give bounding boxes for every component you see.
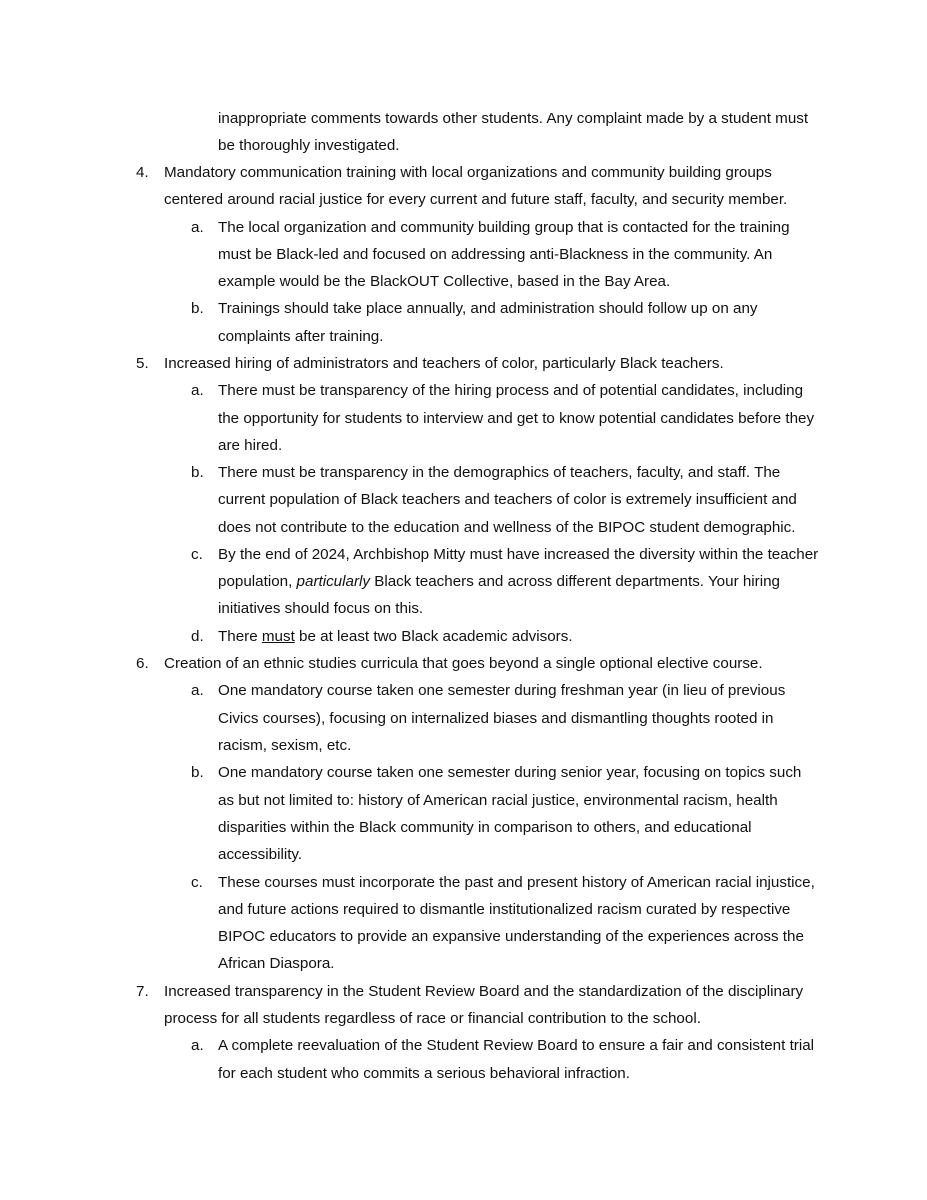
sublist-item-text: Trainings should take place annually, and administration should follow up on any (218, 300, 758, 317)
list-number: 7. (136, 983, 149, 1000)
sublist-letter: b. (191, 300, 204, 317)
text-run: Black teachers and across different departments. Your hiring (369, 573, 781, 590)
sublist-letter: a. (191, 1037, 204, 1054)
sublist-item-text: One mandatory course taken one semester during senior year, focusing on topics such (218, 764, 802, 781)
sublist-letter: c. (191, 874, 203, 891)
sublist-item-text: The local organization and community building group that is contacted for the training (218, 219, 790, 236)
sublist-item-text: African Diaspora. (218, 955, 335, 972)
list-item-text: centered around racial justice for every current and future staff, faculty, and security member. (164, 191, 788, 208)
list-number: 6. (136, 655, 149, 672)
sublist-letter: d. (191, 628, 204, 645)
sublist-item-text: are hired. (218, 437, 283, 454)
underlined-text: must (261, 628, 295, 645)
sublist-item-text: One mandatory course taken one semester during freshman year (in lieu of previous (218, 682, 786, 699)
sublist-item-text: racism, sexism, etc. (218, 737, 352, 754)
sublist-letter: a. (191, 682, 204, 699)
text-run: be at least two Black academic advisors. (294, 628, 573, 645)
sublist-item-text: initiatives should focus on this. (218, 600, 424, 617)
sublist-letter: a. (191, 382, 204, 399)
sublist-item-text: example would be the BlackOUT Collective, based in the Bay Area. (218, 273, 671, 290)
emphasis-text: particularly (296, 573, 370, 590)
sublist-item-text: does not contribute to the education and wellness of the BIPOC student demographic. (218, 519, 796, 536)
list-item-text: Creation of an ethnic studies curricula that goes beyond a single optional elective course. (164, 655, 763, 672)
sublist-item-text: current population of Black teachers and teachers of color is extremely insufficient and (218, 491, 797, 508)
list-item-text: process for all students regardless of race or financial contribution to the school. (164, 1010, 701, 1027)
sublist-letter: b. (191, 764, 204, 781)
sublist-item-text: Civics courses), focusing on internalized biases and dismantling thoughts rooted in (218, 710, 774, 727)
list-item-text: Increased transparency in the Student Review Board and the standardization of the disciplinary (164, 983, 804, 1000)
list-number: 4. (136, 164, 149, 181)
sublist-item-text: complaints after training. (218, 328, 384, 345)
sublist-item-text: as but not limited to: history of American racial justice, environmental racism, health (218, 792, 778, 809)
sublist-item-text: the opportunity for students to interview and get to know potential candidates before they (218, 410, 815, 427)
text-line: be thoroughly investigated. (218, 137, 400, 154)
sublist-letter: a. (191, 219, 204, 236)
sublist-item-text: There must be transparency of the hiring process and of potential candidates, including (218, 382, 804, 399)
text-run: population, (218, 573, 297, 590)
sublist-item-text: accessibility. (218, 846, 303, 863)
sublist-item-text: disparities within the Black community in comparison to others, and educational (218, 819, 752, 836)
text-run: There (218, 628, 262, 645)
sublist-item-text: BIPOC educators to provide an expansive understanding of the experiences across the (218, 928, 804, 945)
sublist-item-text: These courses must incorporate the past and present history of American racial injustice, (218, 874, 815, 891)
list-item-text: Mandatory communication training with local organizations and community building groups (164, 164, 772, 181)
sublist-item-text (218, 628, 573, 655)
sublist-item-text: There must be transparency in the demographics of teachers, faculty, and staff. The (218, 464, 781, 481)
sublist-item-text: must be Black-led and focused on addressing anti-Blackness in the community. An (218, 246, 773, 263)
sublist-item-text (218, 573, 780, 600)
sublist-item-text: and future actions required to dismantle institutionalized racism curated by respective (218, 901, 791, 918)
sublist-item-text: for each student who commits a serious behavioral infraction. (218, 1065, 630, 1082)
list-item-text: Increased hiring of administrators and teachers of color, particularly Black teachers. (164, 355, 724, 372)
sublist-letter: b. (191, 464, 204, 481)
sublist-item-text: By the end of 2024, Archbishop Mitty must have increased the diversity within the teacher (218, 546, 819, 563)
text-line: inappropriate comments towards other students. Any complaint made by a student must (218, 110, 809, 127)
sublist-letter: c. (191, 546, 203, 563)
sublist-item-text: A complete reevaluation of the Student Review Board to ensure a fair and consistent trial (218, 1037, 815, 1054)
list-number: 5. (136, 355, 149, 372)
